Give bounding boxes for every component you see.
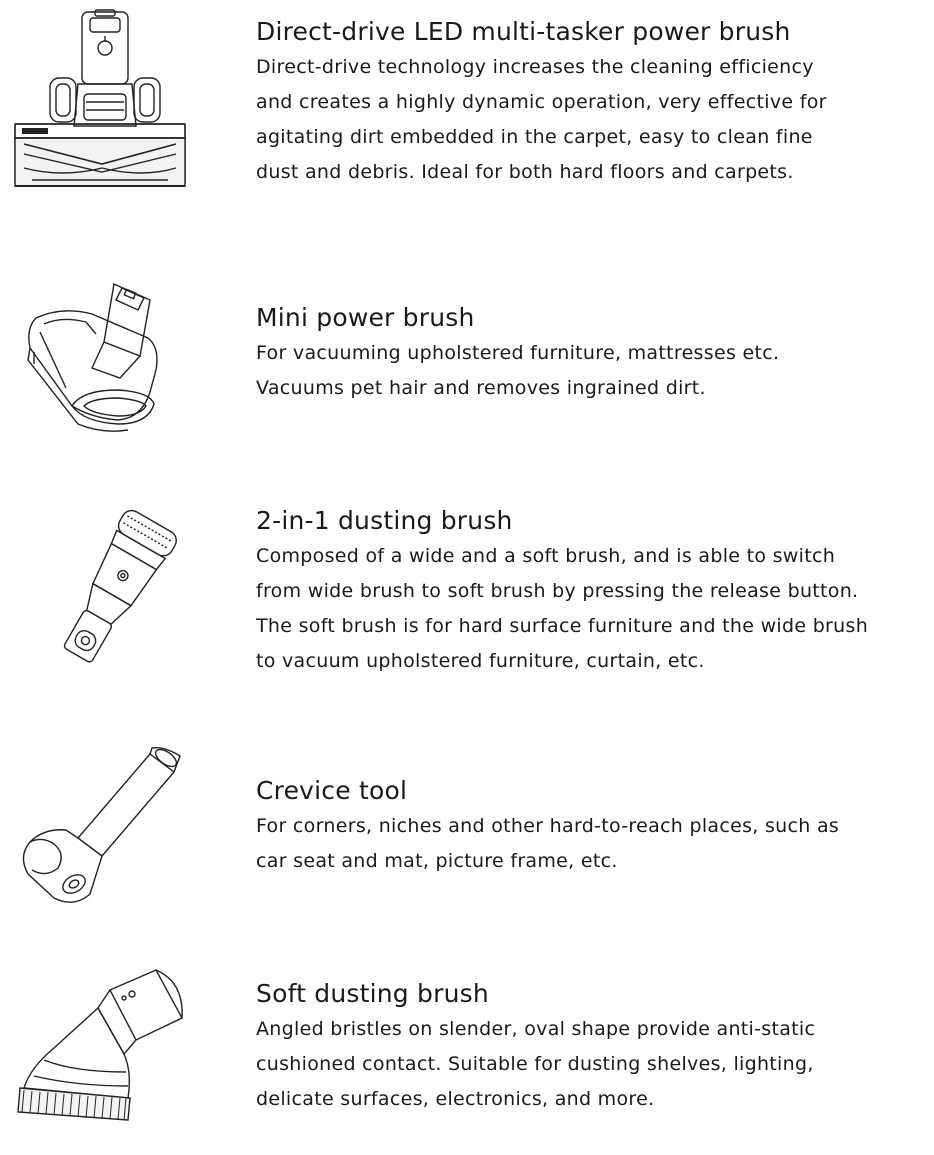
description-line: Direct-drive technology increases the cleaning efficiency xyxy=(256,56,814,78)
item-title: 2-in-1 dusting brush xyxy=(256,506,513,535)
item-description xyxy=(256,336,916,406)
description-line: For vacuuming upholstered furniture, mattresses etc. xyxy=(256,342,780,364)
mini-power-brush-icon xyxy=(22,278,172,438)
item-description xyxy=(256,50,916,190)
description-line: car seat and mat, picture frame, etc. xyxy=(256,850,618,872)
item-title: Soft dusting brush xyxy=(256,979,489,1008)
description-line: cushioned contact. Suitable for dusting shelves, lighting, xyxy=(256,1053,814,1075)
description-line: For corners, niches and other hard-to-reach places, such as xyxy=(256,815,840,837)
soft-dusting-brush-icon xyxy=(14,968,190,1126)
item-title: Crevice tool xyxy=(256,776,408,805)
description-line: Angled bristles on slender, oval shape provide anti-static xyxy=(256,1018,816,1040)
item-description xyxy=(256,1012,916,1117)
power-brush-icon xyxy=(12,8,192,194)
item-title: Direct-drive LED multi-tasker power brush xyxy=(256,17,791,46)
description-line: The soft brush is for hard surface furniture and the wide brush xyxy=(256,615,869,637)
description-line: agitating dirt embedded in the carpet, easy to clean fine xyxy=(256,126,813,148)
dusting-brush-2in1-icon xyxy=(30,512,170,672)
description-line: to vacuum upholstered furniture, curtain, etc. xyxy=(256,650,705,672)
description-line: Vacuums pet hair and removes ingrained dirt. xyxy=(256,377,706,399)
item-description xyxy=(256,809,916,879)
item-description xyxy=(256,539,916,679)
description-line: dust and debris. Ideal for both hard floors and carpets. xyxy=(256,161,794,183)
description-line: and creates a highly dynamic operation, very effective for xyxy=(256,91,827,113)
crevice-tool-icon xyxy=(14,744,184,910)
description-line: delicate surfaces, electronics, and more. xyxy=(256,1088,655,1110)
description-line: Composed of a wide and a soft brush, and is able to switch xyxy=(256,545,836,567)
description-line: from wide brush to soft brush by pressing the release button. xyxy=(256,580,859,602)
item-title: Mini power brush xyxy=(256,303,475,332)
